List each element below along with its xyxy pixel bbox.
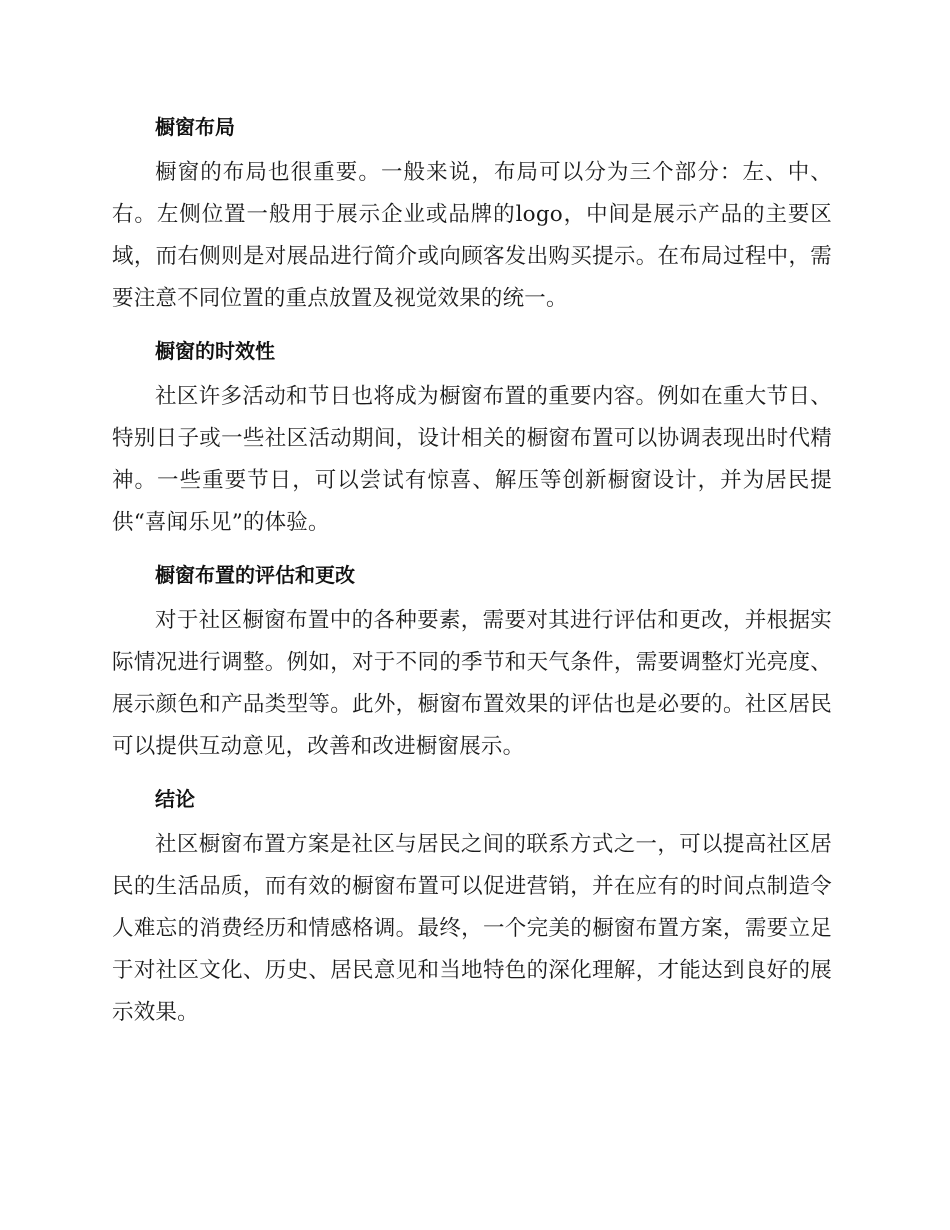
section-heading: 橱窗的时效性 — [155, 339, 275, 363]
section-layout — [112, 106, 832, 320]
section-heading: 橱窗布置的评估和更改 — [155, 563, 355, 587]
section-evaluation — [112, 554, 832, 768]
section-timeliness — [112, 330, 832, 544]
section-paragraph: 社区许多活动和节日也将成为橱窗布置的重要内容。例如在重大节日、特别日子或一些社区活动期间，设计相关的橱窗布置可以协调表现出时代精神。一些重要节日，可以尝试有惊喜、解压等创新橱窗设计，并为居民提供“喜闻乐见”的体验。 — [112, 384, 832, 535]
document-body — [112, 106, 832, 1044]
section-paragraph: 社区橱窗布置方案是社区与居民之间的联系方式之一，可以提高社区居民的生活品质，而有效的橱窗布置可以促进营销，并在应有的时间点制造令人难忘的消费经历和情感格调。最终，一个完美的橱窗布置方案，需要立足于对社区文化、历史、居民意见和当地特色的深化理解，才能达到良好的展示效果。 — [112, 832, 832, 1025]
section-heading: 结论 — [155, 787, 195, 811]
section-conclusion — [112, 778, 832, 1034]
section-paragraph: 橱窗的布局也很重要。一般来说，布局可以分为三个部分：左、中、右。左侧位置一般用于展示企业或品牌的logo，中间是展示产品的主要区域，而右侧则是对展品进行简介或向顾客发出购买提示。在布局过程中，需要注意不同位置的重点放置及视觉效果的统一。 — [112, 160, 832, 311]
section-paragraph: 对于社区橱窗布置中的各种要素，需要对其进行评估和更改，并根据实际情况进行调整。例如，对于不同的季节和天气条件，需要调整灯光亮度、展示颜色和产品类型等。此外，橱窗布置效果的评估也是必要的。社区居民可以提供互动意见，改善和改进橱窗展示。 — [112, 608, 832, 759]
section-heading: 橱窗布局 — [155, 115, 235, 139]
